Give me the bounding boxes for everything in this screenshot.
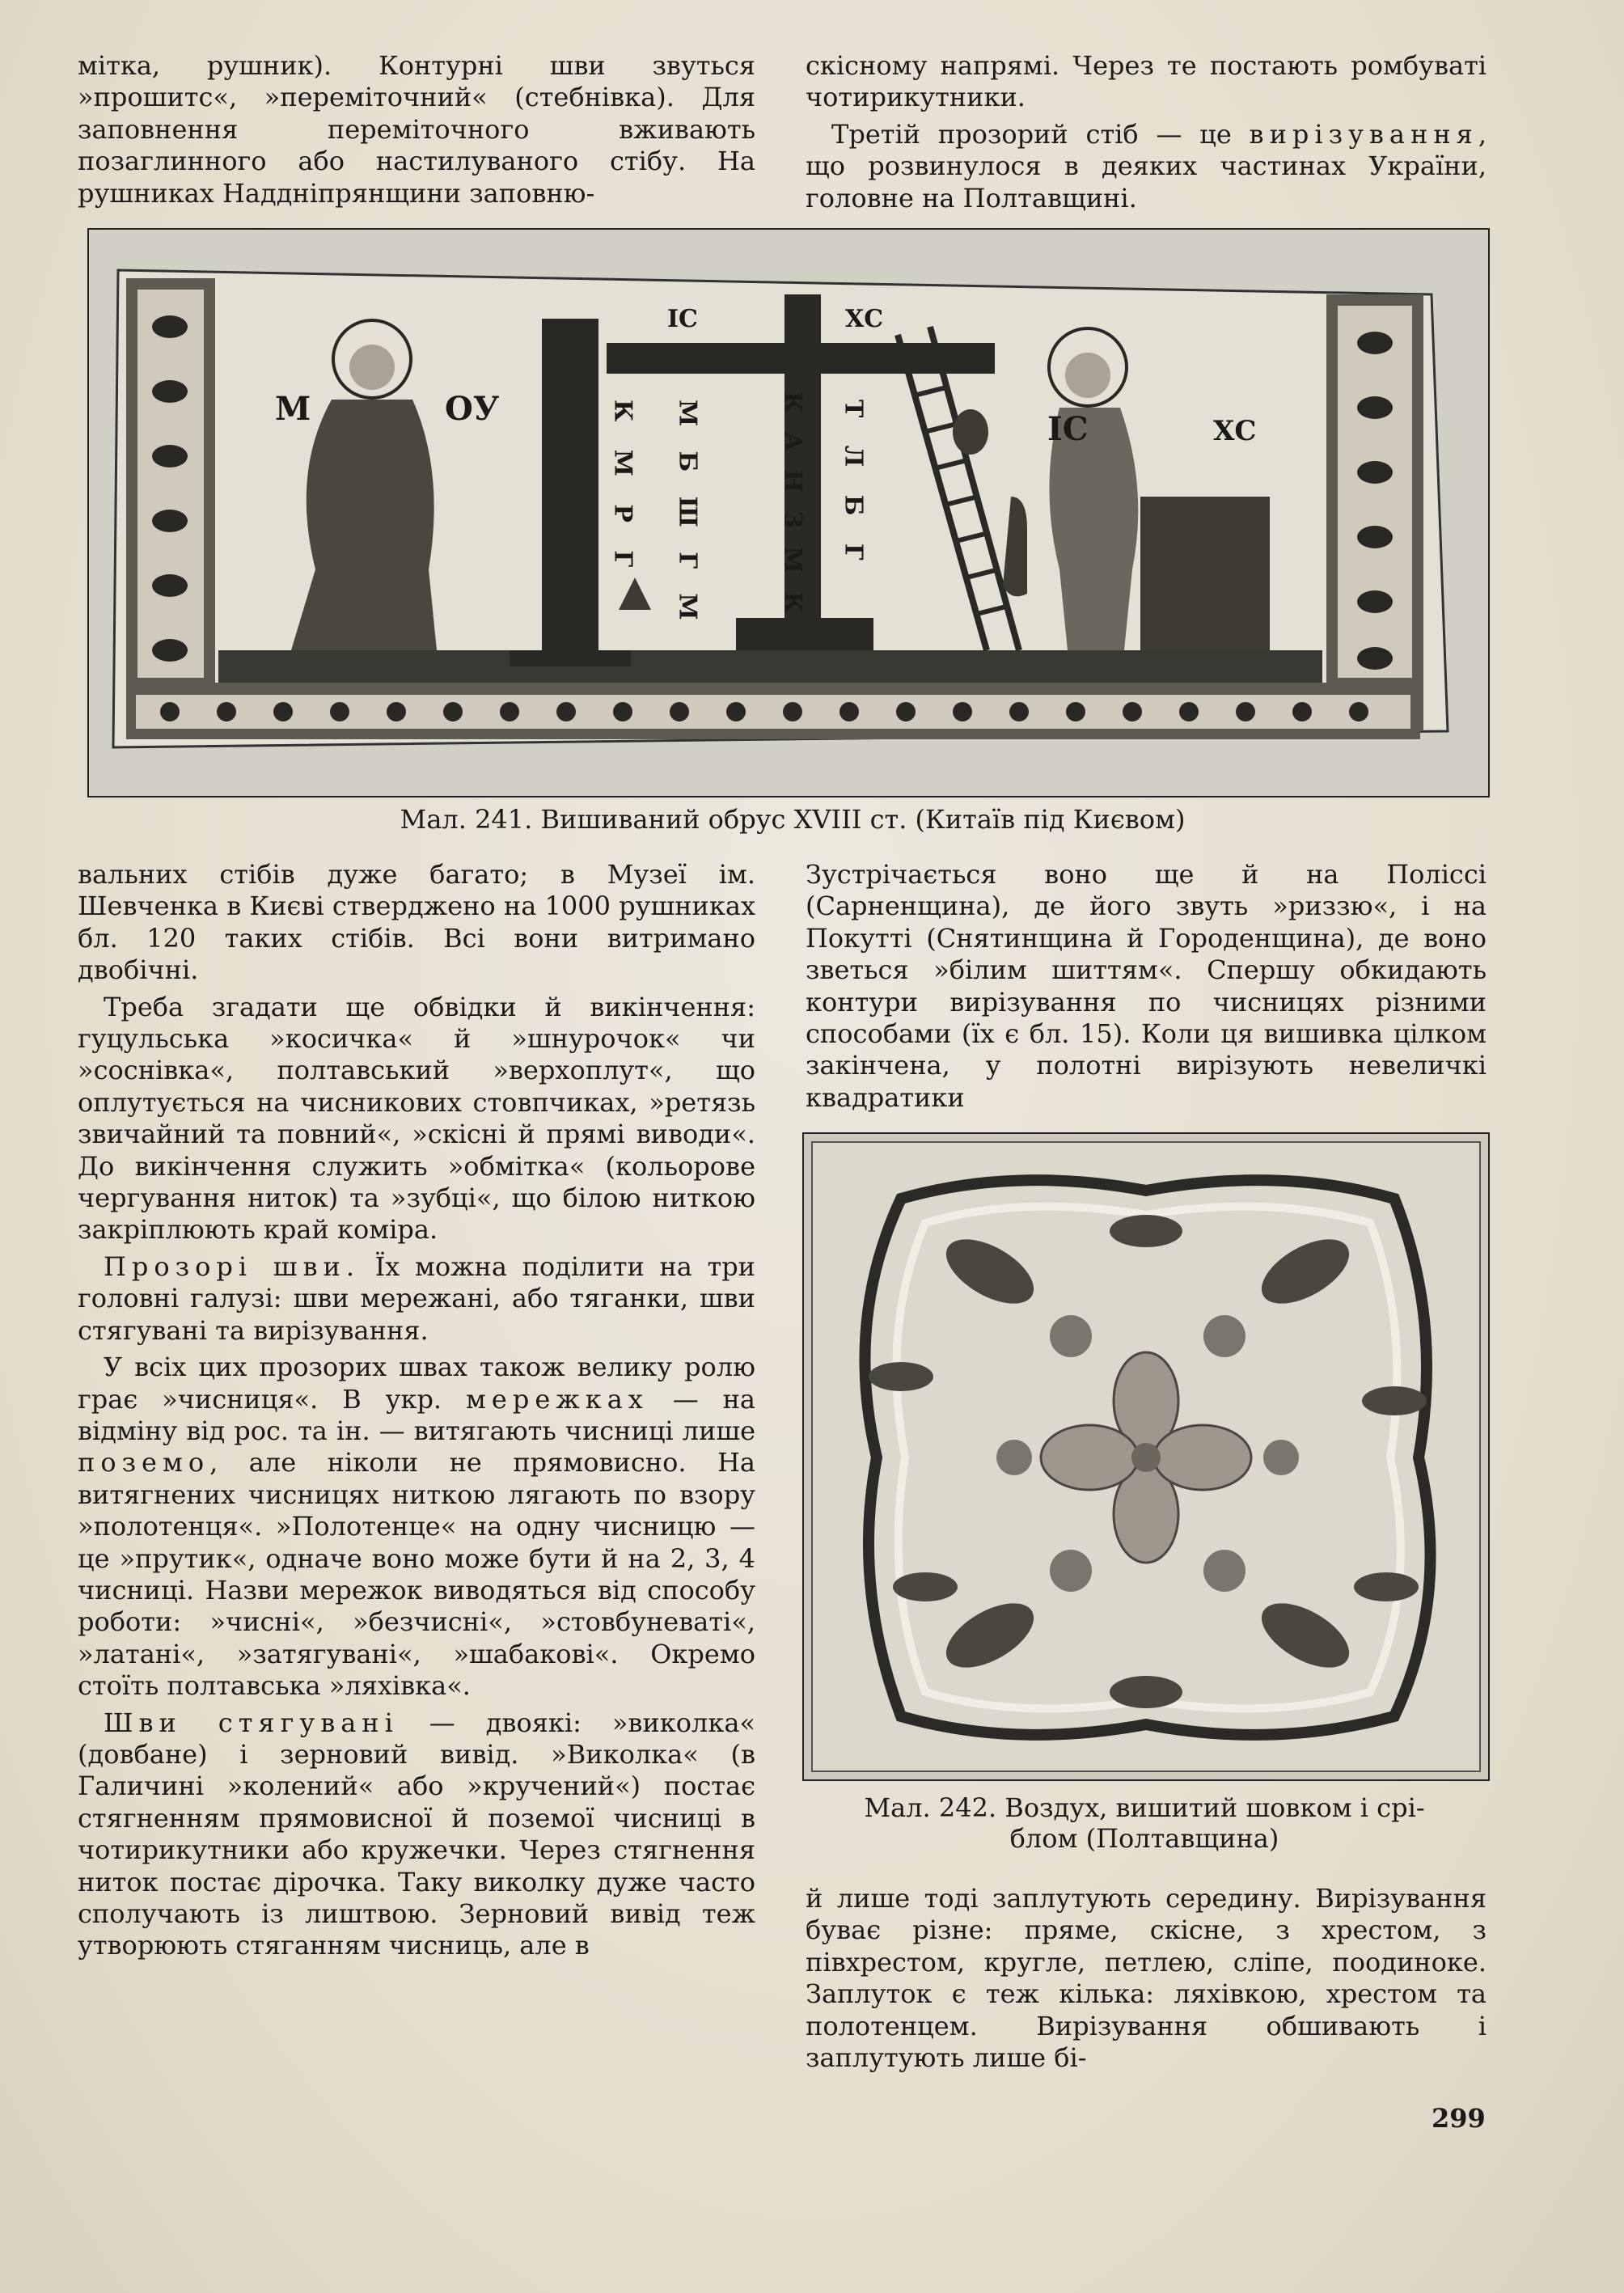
figure-242-vozdukh [802,1132,1490,1781]
top-left-paragraph: мітка, рушник). Контурні шви звуться »прошитс«, »переміточний« (стебнівка). Для заповнення переміточного вживають позаглинного або настилуваного стібу. На рушниках Наддніпрянщини заповню- [78,50,755,209]
top-right-paragraph-1: скісному напрямі. Через те постають ромбуваті чотирикутники. [806,50,1487,113]
term-pozemo: поземо [78,1447,210,1479]
left-paragraph-5: Шви стягувані — двоякі: »виколка« (довбане) і зерновий вивід. »Виколка« (в Галичині »колений« або »кручений«) постає стягненням прямовисної й поземої чисниці в чотирикутники або кружечки. Через стягнення ниток постає дірочка. Таку виколку дуже часто сполучають із лиштвою. Зерновий вивід теж утворюють стяганням чисниць, але в [78,1707,756,1961]
inscription-ou: ОУ [445,390,500,428]
figure-242-caption-line-2: блом (Полтавщина) [1009,1823,1279,1854]
right-column-lower [806,1883,1487,2074]
right-column-upper [806,859,1487,1114]
inscription-xs: ХС [1213,415,1257,447]
left-column [78,859,755,1962]
figure-242-caption [793,1792,1496,1854]
top-left-column [78,50,755,209]
heading-shvy-styahuvani: Шви стягувані [104,1707,399,1738]
inscription-m: М [275,390,311,428]
inscription-column-3: К А Н З М К [778,391,807,619]
inscription-column-1: К М Р Г [608,400,637,577]
top-right-column [806,50,1487,214]
figure-242-illustration [804,1134,1488,1779]
inscription-column-2: М Б Ш Г М [673,400,702,628]
left-paragraph-2: Треба згадати ще обвідки й викінчення: гуцульська »косичка« й »шнурочок« чи »соснівка«, полтавський »верхоплут«, що оплутується на чисникових стовпчиках, »ретязь звичайний та повний«, »скісні й прямі виводи«. До викінчення служить »обмітка« (кольорове чергування ниток) та »зубці«, що білою ниткою закріплюють край коміра. [78,991,755,1246]
term-merezhkakh: мережках [466,1383,649,1415]
inscription-column-4: Т Л Б Г [839,400,868,570]
left-paragraph-4: У всіх цих прозорих швах також велику ролю грає »чисниця«. В укр. мережках — на відміну від рос. та ін. — витягають чисниці лише поземо, але ніколи не прямовисно. На витягнених чисницях ниткою лягають по взору »полотенця«. »Полотенце« на одну чисницю — це »прутик«, одначе воно може бути й на 2, 3, 4 чисниці. Назви мережок виводяться від способу роботи: »чисні«, »безчисні«, »стовбуневаті«, »латані«, »затягувані«, »шабакові«. Окремо стоїть полтавська »ляхівка«. [78,1352,756,1702]
right-paragraph-1: Зустрічається воно ще й на Поліссі (Сарненщина), де його звуть »риззю«, і на Покутті (Снятинщина й Городенщина), де воно зветься »білим шиттям«. Спершу обкидають контури вирізування по чисницях різними способами (їх є бл. 15). Коли ця вишивка цілком закінчена, у полотні вирізують невеличкі квадратики [806,859,1487,1113]
figure-242-caption-line-1: Мал. 242. Воздух, вишитий шовком і срі- [864,1792,1425,1823]
figure-241-caption: Мал. 241. Вишиваний обрус XVIII ст. (Китаїв під Києвом) [400,804,1186,835]
heading-prozori-shvy: Прозорі шви. [104,1250,360,1282]
term-virizuvannya: вирізування [1249,118,1478,150]
page-number: 299 [1432,2103,1486,2134]
top-right-paragraph-2: Третій прозорий стіб — це вирізування, що розвинулося в деяких частинах України, головне на Полтавщині. [806,118,1487,214]
inscription-is-top: ІС [667,305,698,333]
figure-241-illustration [89,230,1488,796]
right-paragraph-2: й лише тоді заплутують середину. Вирізування буває різне: пряме, скісне, з хрестом, з півхрестом, кругле, петлею, сліпе, поодиноке. Заплуток є теж кілька: ляхівкою, хрестом та полотенцем. Вирізування обшивають і заплутують лише бі- [806,1883,1487,2074]
left-paragraph-3: Прозорі шви. Їх можна поділити на три головні галузі: шви мережані, або тяганки, шви стягувані та вирізування. [78,1250,756,1346]
inscription-xs-top: ХС [845,305,884,333]
left-paragraph-1: вальних стібів дуже багато; в Музеї ім. Шевченка в Києві ствердженo на 1000 рушниках бл. 120 таких стібів. Всі вони витримано двобічні. [78,859,755,986]
figure-241-embroidered-cloth [87,228,1490,797]
inscription-is: ІС [1047,410,1089,448]
